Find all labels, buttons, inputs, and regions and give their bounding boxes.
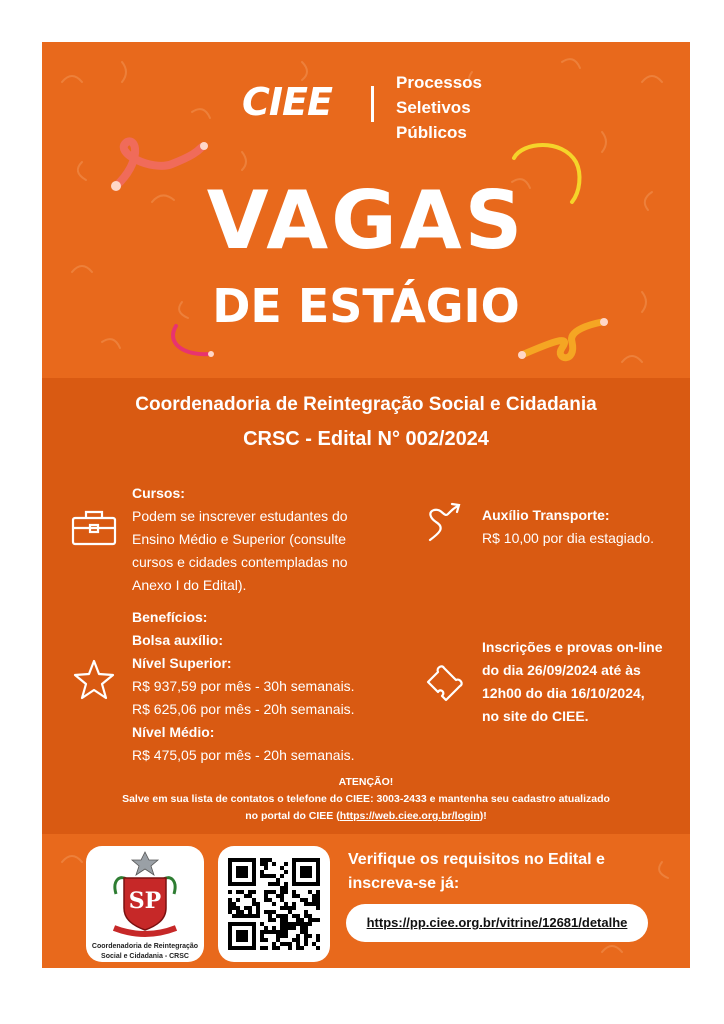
title-de-estagio: DE ESTÁGIO	[212, 279, 520, 333]
edital-number: CRSC - Edital N° 002/2024	[243, 428, 489, 450]
attention-line-2	[42, 808, 690, 825]
org-name: Coordenadoria de Reintegração Social e Cidadania	[135, 394, 597, 415]
sp-seal-label	[86, 942, 204, 962]
attention-block	[42, 774, 690, 825]
attention-title: ATENÇÃO!	[338, 776, 394, 788]
inscricoes-line-3: 12h00 do dia 16/10/2024,	[482, 685, 645, 701]
sp-seal-emblem	[108, 850, 182, 940]
attention-line-1: Salve em sua lista de contatos o telefone do CIEE: 3003-2433 e mantenha seu cadastro atualizado	[122, 793, 610, 805]
attention-prefix: no portal do CIEE (	[245, 810, 340, 822]
qr-code[interactable]	[228, 858, 320, 950]
route-icon	[424, 500, 464, 546]
inscricoes-line-1: Inscrições e provas on-line	[482, 639, 663, 655]
cursos-line-3: cursos e cidades contempladas no	[132, 554, 348, 570]
attention-suffix: )!	[479, 810, 487, 822]
ciee-login-link[interactable]: https://web.ciee.org.br/login	[339, 810, 480, 822]
medio-title: Nível Médio:	[132, 724, 215, 740]
inscricoes-line-4: no site do CIEE.	[482, 708, 589, 724]
auxilio-title: Auxílio Transporte:	[482, 507, 610, 523]
medio-20h: R$ 475,05 por mês - 20h semanais.	[132, 747, 355, 763]
auxilio-text: R$ 10,00 por dia estagiado.	[482, 530, 655, 546]
briefcase-icon	[70, 508, 118, 548]
qr-card[interactable]	[218, 846, 330, 962]
inscricoes-line-2: do dia 26/09/2024 até às	[482, 662, 641, 678]
cursos-block	[132, 482, 392, 597]
processos-line-3: Públicos	[396, 123, 467, 142]
beneficios-block	[132, 606, 392, 767]
vitrine-link-text[interactable]: https://pp.ciee.org.br/vitrine/12681/detalhe	[366, 915, 628, 930]
beneficios-title: Benefícios:	[132, 609, 208, 625]
cursos-title: Cursos:	[132, 485, 185, 501]
seal-sp-text: SP	[128, 888, 162, 914]
superior-title: Nível Superior:	[132, 655, 232, 671]
superior-20h: R$ 625,06 por mês - 20h semanais.	[132, 701, 355, 717]
puzzle-icon	[422, 660, 466, 704]
verify-text	[348, 848, 648, 896]
processos-line-1: Processos	[396, 73, 482, 92]
star-icon	[72, 658, 116, 702]
poster	[42, 42, 690, 968]
sp-seal-card	[86, 846, 204, 962]
inscricoes-block	[482, 636, 682, 728]
cursos-line-1: Podem se inscrever estudantes do	[132, 508, 348, 524]
ciee-logo: CIEE	[242, 80, 332, 124]
vitrine-link-button[interactable]	[346, 904, 648, 942]
verify-line-2: inscreva-se já:	[348, 875, 460, 892]
sp-label-line-1: Coordenadoria de Reintegração	[91, 943, 199, 950]
auxilio-block	[482, 504, 682, 550]
sp-label-line-2: Social e Cidadania - CRSC	[101, 953, 189, 960]
superior-30h: R$ 937,59 por mês - 30h semanais.	[132, 678, 355, 694]
verify-line-1: Verifique os requisitos no Edital e	[348, 851, 605, 868]
cursos-line-2: Ensino Médio e Superior (consulte	[132, 531, 347, 547]
title-vagas: VAGAS	[206, 174, 526, 267]
cursos-line-4: Anexo I do Edital).	[132, 577, 247, 593]
processos-line-2: Seletivos	[396, 98, 471, 117]
bolsa-title: Bolsa auxílio:	[132, 632, 224, 648]
